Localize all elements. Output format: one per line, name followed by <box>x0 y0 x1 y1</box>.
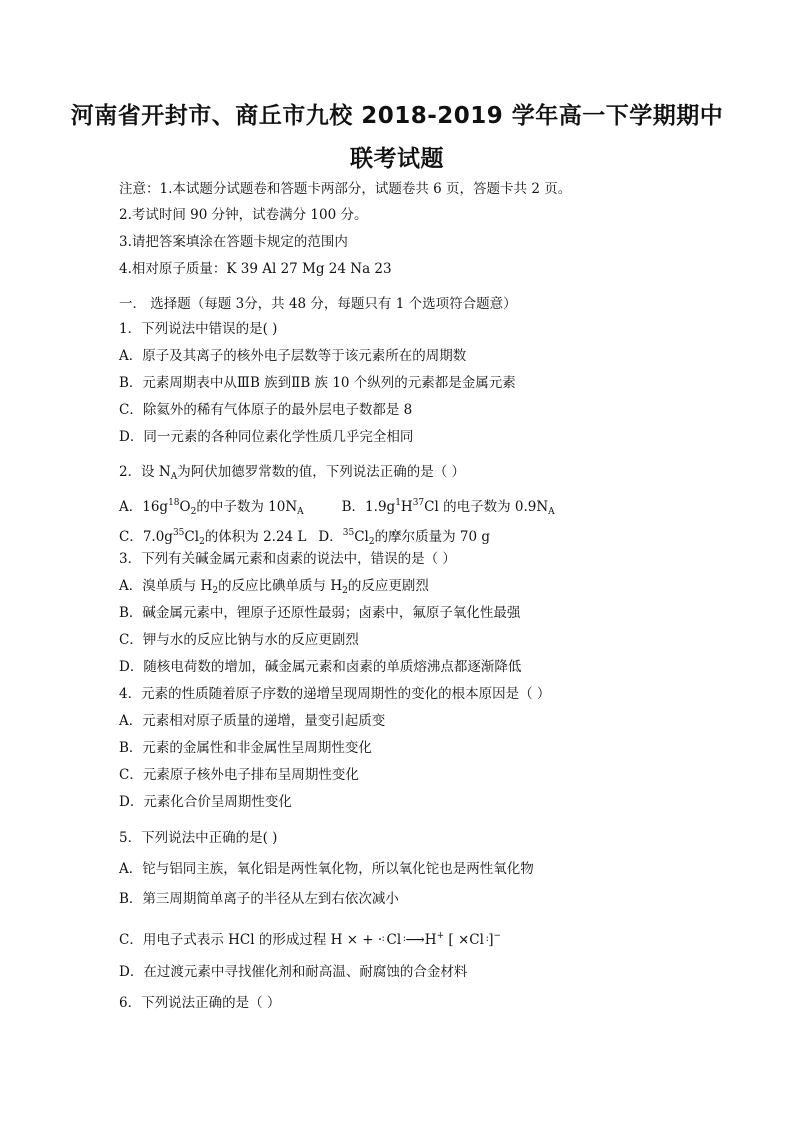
question-2-options-cd <box>119 524 490 551</box>
question-1-option-b: B．元素周期表中从ⅢB 族到ⅡB 族 10 个纵列的元素都是金属元素 <box>119 375 516 391</box>
question-4-stem: 4．元素的性质随着原子序数的递增呈现周期性的变化的根本原因是（ ） <box>119 686 551 702</box>
question-1-option-a: A．原子及其离子的核外电子层数等于该元素所在的周期数 <box>119 348 467 364</box>
question-4-option-a: A．元素相对原子质量的递增，量变引起质变 <box>119 713 386 729</box>
question-3-option-b: B．碱金属元素中，锂原子还原性最弱；卤素中，氟原子氧化性最强 <box>119 605 521 621</box>
question-2-option-c: C．$7.0g^{35}Cl_2$的体积为 2.24 L <box>119 528 307 547</box>
question-2-option-a: A．$16g^{18}O_2$的中子数为 $10N_A$ <box>119 498 304 517</box>
question-2-options-ab <box>119 494 555 521</box>
question-3-option-a: A．溴单质与 $H_2$的反应比碘单质与 $H_2$的反应更剧烈 <box>119 578 429 596</box>
question-3-option-d: D．随核电荷数的增加，碱金属元素和卤素的单质熔沸点都逐渐降低 <box>119 659 522 675</box>
question-1-stem: 1．下列说法中错误的是( ) <box>119 321 278 337</box>
question-1-option-c: C．除氦外的稀有气体原子的最外层电子数都是 8 <box>119 402 413 418</box>
question-4-option-c: C．元素原子核外电子排布呈周期性变化 <box>119 767 359 783</box>
question-2-option-d: D．$^{35}Cl_2$的摩尔质量为 70 g <box>318 528 490 547</box>
note-1: 注意：1.本试题分试题卷和答题卡两部分，试题卷共 6 页，答题卡共 2 页。 <box>119 181 572 197</box>
note-2: 2.考试时间 90 分钟，试卷满分 100 分。 <box>119 207 368 223</box>
question-4-option-b: B．元素的金属性和非金属性呈周期性变化 <box>119 740 372 756</box>
question-1-option-d: D．同一元素的各种同位素化学性质几乎完全相同 <box>119 429 414 445</box>
question-4-option-d: D．元素化合价呈周期性变化 <box>119 794 292 810</box>
question-5-option-a: A．铊与铝同主族，氧化铝是两性氧化物，所以氧化铊也是两性氧化物 <box>119 861 534 877</box>
question-5-option-d: D．在过渡元素中寻找催化剂和耐高温、耐腐蚀的合金材料 <box>119 964 468 980</box>
section-heading: 一． 选择题（每题 3分，共 48 分，每题只有 1 个选项符合题意） <box>119 296 517 312</box>
chlorine-electron-dots: : Cl : <box>386 931 401 949</box>
question-5-stem: 5．下列说法中正确的是( ) <box>119 830 278 846</box>
page-subtitle: 联考试题 <box>350 146 444 172</box>
question-3-option-c: C．钾与水的反应比钠与水的反应更剧烈 <box>119 632 359 648</box>
question-2-option-b: B．$1.9g^1H^{37}Cl$ 的电子数为 $0.9N_A$ <box>341 498 555 517</box>
question-5-option-c: C．用电子式表示 HCl 的形成过程 H × + · : Cl : ⟶H+ [ ×: Cl : ]− <box>119 927 501 949</box>
note-3: 3.请把答案填涂在答题卡规定的范围内 <box>119 234 348 250</box>
page-title: 河南省开封市、商丘市九校 2018-2019 学年高一下学期期中 <box>70 103 724 129</box>
question-2-stem: 2．设 $N_A$为阿伏加德罗常数的值，下列说法正确的是（ ） <box>119 464 465 482</box>
chloride-electron-dots: : Cl : <box>469 931 484 949</box>
question-6-stem: 6．下列说法正确的是（ ） <box>119 995 281 1011</box>
question-3-stem: 3．下列有关碱金属元素和卤素的说法中，错误的是（ ） <box>119 551 456 567</box>
question-5-option-b: B．第三周期简单离子的半径从左到右依次减小 <box>119 891 399 907</box>
note-4: 4.相对原子质量：K 39 Al 27 Mg 24 Na 23 <box>119 261 392 277</box>
